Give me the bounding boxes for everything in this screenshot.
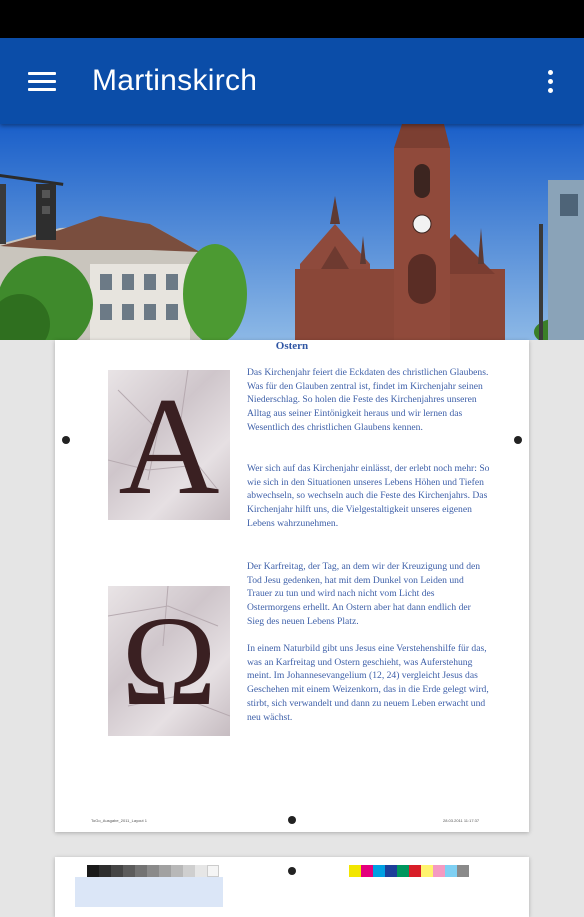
color-swatch	[159, 865, 171, 877]
paragraph-1: Das Kirchenjahr feiert die Eckdaten des christlichen Glaubens. Was für den Glauben zentral ist, findet im Kirchenjahr seinen Niederschlag. So holen die Feste des Kirchenjahres unseren Alltag aus seiner Eintönigkeit heraus und wir lernen das Wesentlich des christlichen Glaubens kennen.	[247, 367, 489, 433]
color-swatch	[445, 865, 457, 877]
registration-mark-bottom	[288, 816, 296, 824]
status-bar	[0, 0, 584, 38]
highlight-block	[75, 877, 223, 907]
color-swatch	[349, 865, 361, 877]
next-document-page	[55, 857, 529, 917]
church-header-photo	[0, 124, 584, 340]
color-swatch	[123, 865, 135, 877]
document-page	[55, 340, 529, 832]
color-swatch	[457, 865, 469, 877]
alpha-stone-image	[108, 370, 230, 520]
page-heading: Ostern	[275, 340, 309, 352]
alpha-letter: A	[118, 370, 220, 520]
registration-mark-right	[514, 436, 522, 444]
paragraph-4: In einem Naturbild gibt uns Jesus eine Verstehenshilfe für das, was an Karfreitag und Ostern geschieht, was Auferstehung meint. Im Johannesevangelium (12, 24) vergleicht Jesus das Geschehen mit einem Weizenkorn, das in die Erde gelegt wird, stirbt, sich verwandelt und dann zu neuem Leben erwacht und neu wächst.	[247, 643, 489, 723]
paragraph-2: Wer sich auf das Kirchenjahr einlässt, der erlebt noch mehr: So wie sich in den Situationen unseres Lebens Höhen und Tiefen abwechseln, so wechseln auch die Feste des Kirchenjahrs. Das Kirchenjahr hilft uns, die Vielgestaltigkeit unseres eigenen Lebens wahrzunehmen.	[247, 463, 490, 529]
more-vertical-icon[interactable]	[534, 62, 566, 102]
color-swatch	[147, 865, 159, 877]
color-swatch	[421, 865, 433, 877]
color-swatch	[361, 865, 373, 877]
color-swatch	[373, 865, 385, 877]
color-swatch	[409, 865, 421, 877]
omega-letter: Ω	[121, 590, 217, 732]
color-swatch	[385, 865, 397, 877]
app-bar	[0, 38, 584, 124]
registration-mark-top	[288, 867, 296, 875]
paragraph-3: Der Karfreitag, der Tag, an dem wir der Kreuzigung und den Tod Jesu gedenken, hat mit dem Dunkel von Leiden und Trauer zu tun und wird nach nicht vom Licht des Ostermorgens erhellt. An Ostern aber hat dann endlich der Sieg des neuen Lebens Platz.	[247, 561, 481, 627]
footer-timestamp: 28.03.2011 11:17:37	[443, 818, 480, 823]
footer-filename: ToGo_Ausgabe_2011_Layout 1	[91, 818, 147, 823]
color-swatch	[99, 865, 111, 877]
color-swatch	[183, 865, 195, 877]
color-swatch	[171, 865, 183, 877]
color-swatch	[433, 865, 445, 877]
color-swatch	[135, 865, 147, 877]
hamburger-menu-icon[interactable]	[20, 62, 58, 100]
omega-stone-image	[108, 586, 230, 736]
color-swatch	[207, 865, 219, 877]
color-swatch	[111, 865, 123, 877]
registration-mark-left	[62, 436, 70, 444]
color-swatch	[397, 865, 409, 877]
color-swatch	[195, 865, 207, 877]
app-title: Martinskirch	[92, 64, 258, 97]
color-swatch	[87, 865, 99, 877]
